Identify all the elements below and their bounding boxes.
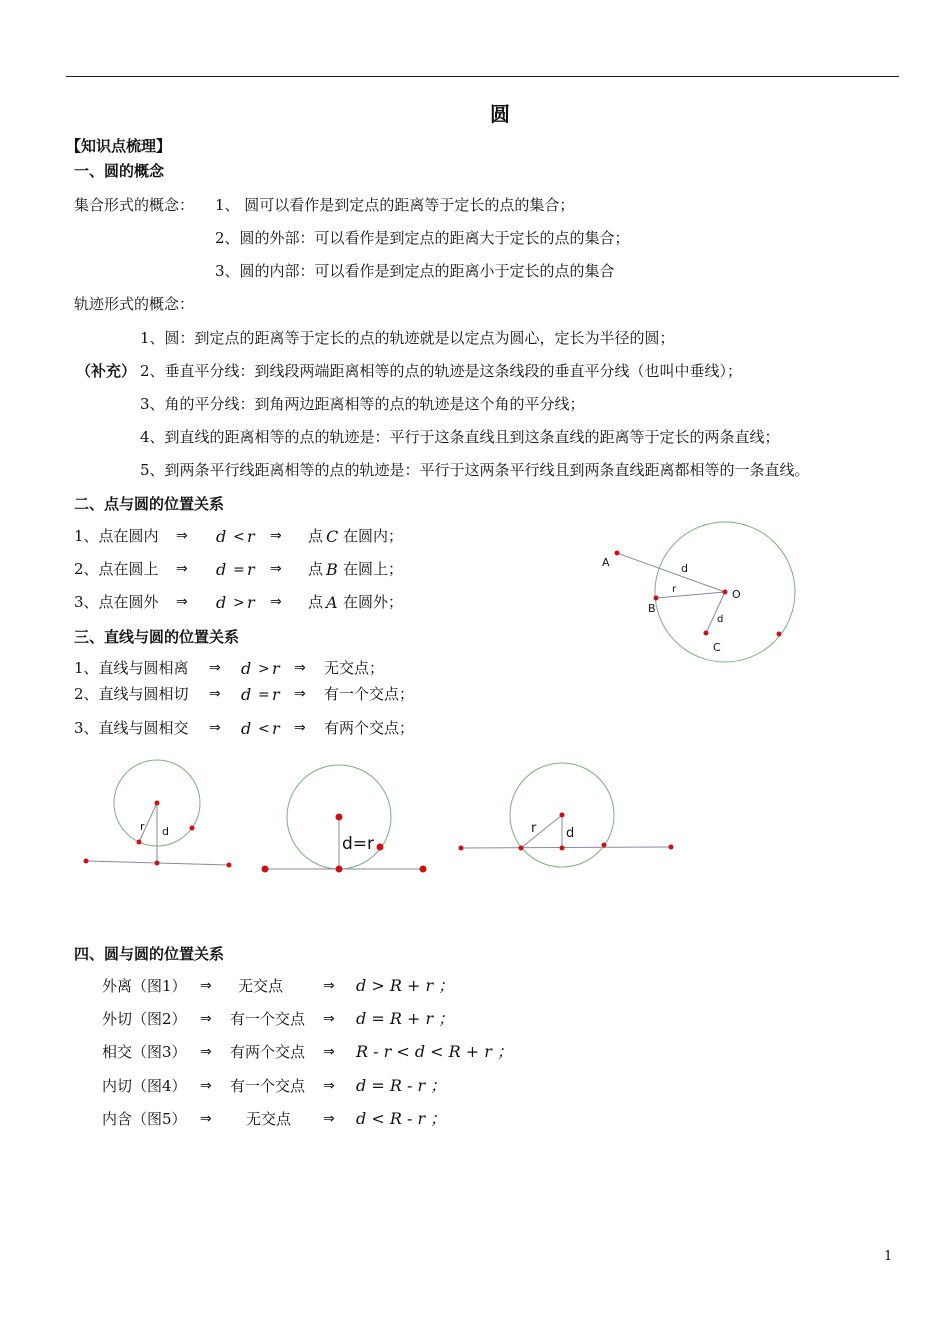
implies-symbol: ⇒ — [323, 1044, 335, 1060]
label-r: r — [531, 821, 537, 836]
label-d: d — [566, 826, 575, 841]
s4-row-label: 内切（图4） — [102, 1077, 187, 1095]
s3-heading: 三、直线与圆的位置关系 — [74, 628, 240, 646]
figure-line — [461, 847, 671, 848]
page-number: 1 — [884, 1249, 893, 1264]
relation-op: = — [233, 562, 245, 578]
center-point — [155, 801, 160, 806]
line-point — [84, 859, 89, 864]
s4-row-label: 外离（图1） — [102, 977, 187, 995]
s2-row-label: 3、点在圆外 — [74, 593, 159, 611]
s1-set-item: 1、 圆可以看作是到定点的距离等于定长的点的集合； — [215, 196, 575, 214]
label-d-equals-r: d=r — [342, 834, 375, 854]
implies-symbol: ⇒ — [270, 528, 282, 544]
s1-set-label: 集合形式的概念： — [74, 196, 195, 214]
implies-symbol: ⇒ — [176, 528, 188, 544]
point-name: B — [326, 560, 338, 579]
radius-segment — [521, 815, 562, 848]
s1-locus-item: 4、到直线的距离相等的点的轨迹是：平行于这条直线且到这条直线的距离等于定长的两条直线； — [140, 428, 780, 446]
implies-symbol: ⇒ — [200, 1078, 212, 1094]
s2-row-label: 2、点在圆上 — [74, 560, 159, 578]
label-r: r — [672, 584, 677, 595]
implies-symbol: ⇒ — [209, 720, 221, 736]
var-d: d — [216, 527, 227, 546]
s4-result: 无交点 — [238, 977, 284, 995]
implies-symbol: ⇒ — [209, 660, 221, 676]
s2-heading: 二、点与圆的位置关系 — [74, 495, 225, 513]
figure-line-separate — [84, 760, 232, 868]
implies-symbol: ⇒ — [323, 1111, 335, 1127]
s4-row-label: 内含（图5） — [102, 1110, 187, 1128]
s3-result: 有一个交点； — [324, 685, 415, 703]
s1-locus-item: 3、角的平分线：到角两边距离相等的点的轨迹是这个角的平分线； — [140, 395, 585, 413]
s1-set-item: 2、圆的外部：可以看作是到定点的距离大于定长的点的集合； — [215, 229, 630, 247]
s3-result: 有两个交点； — [324, 719, 415, 737]
circle-point — [377, 844, 384, 851]
label-d: d — [162, 825, 169, 838]
s1-locus-item: 2、垂直平分线：到线段两端距离相等的点的轨迹是这条线段的垂直平分线（也叫中垂线）； — [140, 362, 743, 380]
implies-symbol: ⇒ — [323, 978, 335, 994]
s4-formula: d < R - r ； — [356, 1109, 447, 1128]
var-r: r — [247, 593, 255, 612]
foot-point — [155, 861, 160, 866]
relation-op: > — [258, 661, 270, 677]
implies-symbol: ⇒ — [270, 594, 282, 610]
s4-formula: d = R - r ； — [356, 1076, 447, 1095]
implies-symbol: ⇒ — [294, 720, 306, 736]
s4-formula: d = R + r ； — [356, 1009, 455, 1028]
s4-row-label: 外切（图2） — [102, 1010, 187, 1028]
label-r: r — [140, 820, 145, 833]
var-r: r — [272, 685, 280, 704]
var-d: d — [241, 719, 252, 738]
implies-symbol: ⇒ — [294, 686, 306, 702]
s3-row-label: 1、直线与圆相离 — [74, 659, 189, 677]
line-point — [420, 866, 427, 873]
s4-result: 有两个交点 — [230, 1043, 306, 1061]
s1-locus-item: 1、圆：到定点的距离等于定长的点的轨迹就是以定点为圆心，定长为半径的圆； — [140, 329, 675, 347]
s3-row-label: 3、直线与圆相交 — [74, 719, 189, 737]
point-prefix: 点 — [308, 560, 324, 578]
point-prefix: 点 — [308, 527, 324, 545]
implies-symbol: ⇒ — [294, 660, 306, 676]
s1-locus-label: 轨迹形式的概念： — [74, 295, 195, 313]
label-d: d — [717, 614, 724, 625]
label-C: C — [713, 641, 721, 654]
center-point — [336, 814, 343, 821]
var-r: r — [272, 659, 280, 678]
line-point — [459, 846, 464, 851]
label-O: O — [732, 588, 741, 601]
relation-op: < — [233, 529, 245, 545]
relation-op: = — [258, 687, 270, 703]
var-r: r — [247, 560, 255, 579]
implies-symbol: ⇒ — [209, 686, 221, 702]
line-point — [227, 863, 232, 868]
s4-result: 有一个交点 — [230, 1010, 306, 1028]
implies-symbol: ⇒ — [323, 1011, 335, 1027]
page-title: 圆 — [490, 102, 510, 126]
point-status: 在圆外； — [343, 593, 404, 611]
relation-op: < — [258, 721, 270, 737]
var-d: d — [216, 593, 227, 612]
label-d: d — [681, 562, 688, 575]
s2-row-label: 1、点在圆内 — [74, 527, 159, 545]
implies-symbol: ⇒ — [200, 1111, 212, 1127]
var-r: r — [272, 719, 280, 738]
implies-symbol: ⇒ — [323, 1078, 335, 1094]
point-status: 在圆上； — [343, 560, 404, 578]
implies-symbol: ⇒ — [200, 978, 212, 994]
var-d: d — [241, 659, 252, 678]
intersection-point — [602, 843, 607, 848]
s1-locus-item: 5、到两条平行线距离相等的点的轨迹是：平行于这两条平行线且到两条直线距离都相等的一条直线。 — [140, 461, 810, 479]
s4-heading: 四、圆与圆的位置关系 — [74, 945, 225, 963]
var-d: d — [216, 560, 227, 579]
implies-symbol: ⇒ — [200, 1044, 212, 1060]
center-point — [560, 813, 565, 818]
line-point — [669, 845, 674, 850]
figure-line-tangent — [262, 765, 427, 873]
s1-set-item: 3、圆的内部：可以看作是到定点的距离小于定长的点的集合 — [215, 262, 615, 280]
figure-line-intersect — [459, 763, 674, 867]
relation-op: > — [233, 595, 245, 611]
implies-symbol: ⇒ — [176, 594, 188, 610]
line-point — [262, 866, 269, 873]
section-header: 【知识点梳理】 — [66, 137, 172, 155]
circle-point — [137, 840, 142, 845]
implies-symbol: ⇒ — [176, 561, 188, 577]
circle-point — [190, 826, 195, 831]
var-r: r — [247, 527, 255, 546]
point-name: A — [326, 593, 338, 612]
var-d: d — [241, 685, 252, 704]
point-prefix: 点 — [308, 593, 324, 611]
s4-result: 有一个交点 — [230, 1077, 306, 1095]
s3-row-label: 2、直线与圆相切 — [74, 685, 189, 703]
implies-symbol: ⇒ — [270, 561, 282, 577]
point-status: 在圆内； — [343, 527, 404, 545]
foot-point — [560, 846, 565, 851]
label-B: B — [648, 602, 656, 615]
s4-row-label: 相交（图3） — [102, 1043, 187, 1061]
intersection-point — [519, 846, 524, 851]
s4-formula: R - r < d < R + r ； — [356, 1042, 514, 1061]
tangent-point — [336, 866, 343, 873]
s1-heading: 一、圆的概念 — [74, 162, 165, 180]
s3-result: 无交点； — [324, 659, 385, 677]
point-name: C — [326, 527, 339, 546]
implies-symbol: ⇒ — [200, 1011, 212, 1027]
s4-formula: d > R + r ； — [356, 976, 455, 995]
s1-supplement-label: （补充） — [76, 362, 137, 380]
label-A: A — [602, 556, 610, 569]
s4-result: 无交点 — [246, 1110, 292, 1128]
